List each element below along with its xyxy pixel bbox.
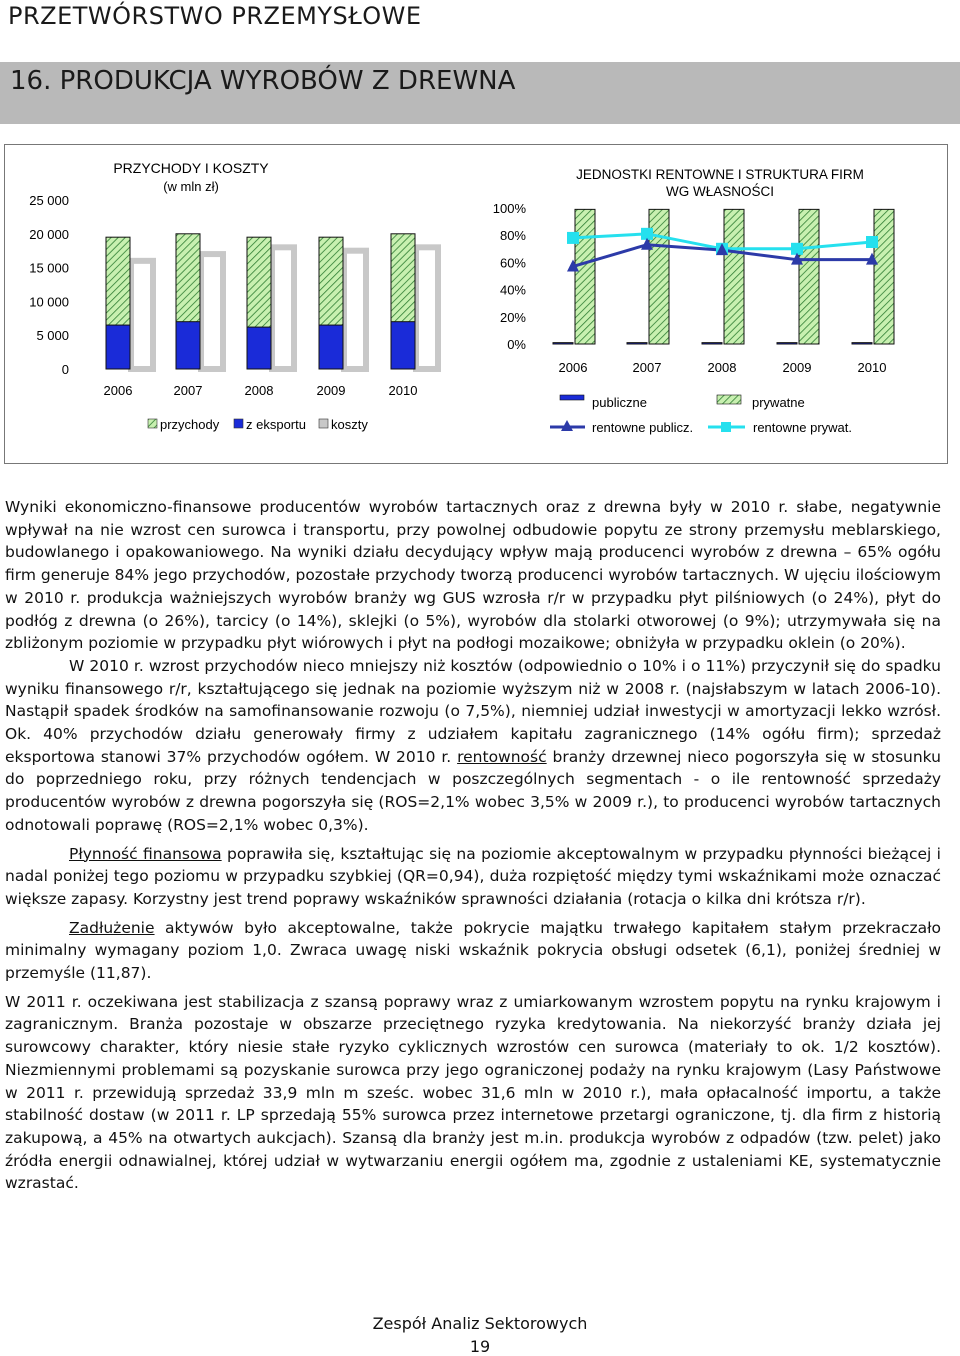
chart1-ytick: 20 000 — [29, 226, 69, 242]
chart1-bar-koszty — [131, 261, 153, 369]
chart2-subtitle: WG WŁASNOŚCI — [665, 184, 775, 199]
charts-svg — [5, 145, 947, 463]
chart1-legend-koszty: koszty — [331, 417, 368, 432]
chart1-ytick: 5 000 — [36, 328, 69, 344]
paragraph-4 — [5, 917, 941, 985]
paragraph-5: W 2011 r. oczekiwana jest stabilizacja z szansą poprawy wraz z umiarkowanym wzrostem popytu na rynku krajowym i zagranicznym. Branża pozostaje w obszarze przeciętnego ryzyka kredytowania. Na niekorzyść branży działa jej surowcowy charakter, który niesie stałe ryzyko cyklicznych wzrostów cen surowca (materiały to ok. 1/2 kosztów). Niezmiennymi problemami są pozyskanie surowca przy jego ograniczonej podaży na rynku krajowym (Lasy Państwowe w 2011 r. przewidują sprzedaż 33,9 mln m sześc. wobec 31,6 mln w 2010 r.), mała opłacalność importu, a także stabilność dostaw (w 2011 r. LP sprzedają 55% surowca przez internetowe przetargi ograniczone, tj. dla firm z historią zakupową, a 45% na otwartych aukcjach). Szansą dla branży jest m.in. produkcja wyrobów z odpadów (tzw. pelet) jako źródła energii odnawialnej, której udział w wytwarzaniu energii ogółem ma, zgodnie z ustaleniami KE, systematycznie wzrastać. — [5, 992, 941, 1193]
plynnosc-term: Płynność finansowa — [69, 844, 222, 863]
chart1-bar-koszty — [344, 251, 366, 369]
chart1-xtick: 2007 — [173, 383, 203, 398]
body-text — [5, 496, 941, 1195]
chart2-ytick: 80% — [499, 228, 526, 244]
paragraph-2 — [5, 655, 941, 837]
chart1-ytick: 10 000 — [29, 294, 69, 310]
chart1-bar-eksport — [247, 327, 271, 369]
chart1-bar-eksport — [176, 322, 200, 369]
chart2-legend-prywatne: prywatne — [752, 395, 805, 410]
chart1-title: PRZYCHODY I KOSZTY — [113, 160, 269, 176]
chart2-legend-publiczne-swatch — [560, 395, 584, 400]
paragraph-1: Wyniki ekonomiczno-finansowe producentów wyrobów tartacznych oraz z drewna były w 2010 r. słabe, negatywnie wpływał na nie wzrost cen surowca i transportu, przy powolnej odbudowie popytu ze strony przemysłu meblarskiego, budowlanego i opakowaniowego. Na wyniki działu decydujący wpływ mają producenci wyrobów z drewna – 65% ogółu firm generuje 84% jego przychodów, pozostałe przychody tworzą producenci wyrobów tartacznych. W ujęciu ilościowym w 2010 r. produkcja ważniejszych wyrobów branży wg GUS wzrosła r/r w przypadku płyt pilśniowych (o 24%), płyt do podłóg z drewna (o 26%), tarcicy (o 14%), sklejki (o 5%), wyrobów dla stolarki otworowej (o 9%); utrzymywała się na zbliżonym poziomie w przypadku płyt wiórowych i płyt na podłogi mozaikowe; obniżyła w przypadku oklein (o 20%). — [5, 498, 941, 653]
chart2-title: JEDNOSTKI RENTOWNE I STRUKTURA FIRM — [576, 167, 864, 182]
chart2-legend-rentowne-publicz: rentowne publicz. — [592, 420, 694, 435]
chart2-bar-publiczne — [627, 343, 647, 344]
chapter-title: 16. PRODUKCJA WYROBÓW Z DREWNA — [10, 66, 516, 96]
chart2-bar-prywatne — [724, 209, 744, 344]
chart1-bar-eksport — [106, 325, 130, 369]
chart2-ytick: 100% — [492, 201, 526, 216]
chapter-band — [0, 62, 960, 124]
chart2-legend-rentowne-prywat: rentowne prywat. — [753, 420, 852, 435]
chart2-xtick: 2006 — [558, 360, 588, 375]
chart2-bar-publiczne — [852, 343, 872, 344]
chart2-ytick: 60% — [499, 255, 526, 271]
chart2-bar-prywatne — [575, 209, 595, 344]
chart1-legend-eksport-swatch — [234, 419, 243, 428]
paragraph-3-text: poprawiła się, kształtując się na poziomie akceptowalnym w przypadku płynności bieżącej i nadal poniżej tego poziomu w przypadku szybkiej (QR=0,94), duża rozpiętość między tymi wskaźnikami może oznaczać większe zapasy. Korzystny jest trend poprawy wskaźników sprawności działania (rotacja o kilka dni krótsza r/r). — [5, 844, 941, 908]
chart2-legend-rentowne-prywat-marker — [721, 422, 731, 432]
zadluzenie-term: Zadłużenie — [69, 918, 155, 937]
chart1-bar-eksport — [319, 325, 343, 369]
chart2-ytick: 40% — [499, 282, 526, 298]
chart2-bar-prywatne — [874, 209, 894, 344]
chart2-xtick: 2007 — [632, 360, 662, 375]
chart1-bar-eksport — [391, 322, 415, 369]
chart2-bar-publiczne — [553, 343, 573, 344]
chart1-ytick: 0 — [61, 362, 69, 377]
paragraph-3 — [5, 843, 941, 911]
chart1-xtick: 2008 — [244, 383, 274, 398]
section-title: PRZETWÓRSTWO PRZEMYSŁOWE — [8, 2, 422, 30]
chart1-legend-koszty-swatch — [319, 419, 328, 428]
chart1-bar-koszty — [272, 247, 294, 369]
chart2-bar-publiczne — [777, 343, 797, 344]
chart1-subtitle: (w mln zł) — [163, 179, 219, 194]
chart2-legend-prywatne-swatch — [717, 395, 741, 404]
chart1-bar-koszty — [201, 254, 223, 369]
rentownosc-term: rentowność — [457, 747, 547, 766]
paragraph-2-cont: branży drzewnej nieco pogorszyła się w stosunku do poprzedniego roku, przy różnych tendencjach w poszczególnych segmentach - o ile rentowność sprzedaży producentów wyrobów z drewna pogorszyła się (ROS=2,1% wobec 3,5% w 2009 r.), to producenci wyrobów tartacznych odnotowali poprawę (ROS=2,1% wobec 0,3%). — [5, 747, 942, 834]
chart1-bar-koszty — [416, 247, 438, 369]
chart2-point-rentowne-prywat — [567, 232, 579, 244]
chart2-ytick: 20% — [499, 309, 526, 325]
chart2-xtick: 2008 — [707, 360, 737, 375]
chart1-xtick: 2010 — [388, 383, 418, 398]
chart1-legend-przychody-swatch — [148, 419, 157, 428]
chart2-bar-prywatne — [799, 209, 819, 344]
paragraph-2-text: W 2010 r. wzrost przychodów nieco mniejszy niż kosztów (odpowiednio o 10% i o 11%) przyczynił się do spadku wyniku finansowego r/r, kształtującego się jednak na poziomie wyższym niż w 2008 r. (najsłabszym w latach 2006-10). Nastąpił spadek środków na samofinansowanie rozwoju (o 7,5%), niemniej udział inwestycji w amortyzacji lekko wzrósł. Ok. 40% przychodów działu generowały firmy z udziałem kapitału zagranicznego (14% ogółu firm); sprzedaż eksportowa stanowi 37% przychodów ogółem. W 2010 r. — [5, 656, 941, 766]
chart2-xtick: 2009 — [782, 360, 812, 375]
chart2-xtick: 2010 — [857, 360, 887, 375]
chart1-xtick: 2009 — [316, 383, 346, 398]
chart2-point-rentowne-prywat — [866, 236, 878, 248]
footer-team: Zespół Analiz Sektorowych — [372, 1314, 588, 1333]
chart2-ytick: 0% — [507, 337, 526, 352]
chart1-legend-eksport: z eksportu — [246, 417, 306, 432]
footer-page: 19 — [469, 1337, 491, 1356]
chart2-bar-publiczne — [702, 343, 722, 344]
chart1-ytick: 25 000 — [29, 193, 69, 208]
charts-panel — [4, 144, 948, 464]
chart1-ytick: 15 000 — [29, 260, 69, 276]
chart2-legend-publiczne: publiczne — [592, 395, 647, 410]
paragraph-4-text: aktywów było akceptowalne, także pokrycie majątku trwałego kapitałem stałym przekraczało minimalny wymagany poziom 1,0. Zwraca uwagę niski wskaźnik pokrycia obsługi odsetek (6,1), poniżej średniej w przemyśle (11,87). — [5, 918, 941, 983]
chart1-xtick: 2006 — [103, 383, 133, 398]
chart1-legend-przychody: przychody — [160, 417, 220, 432]
